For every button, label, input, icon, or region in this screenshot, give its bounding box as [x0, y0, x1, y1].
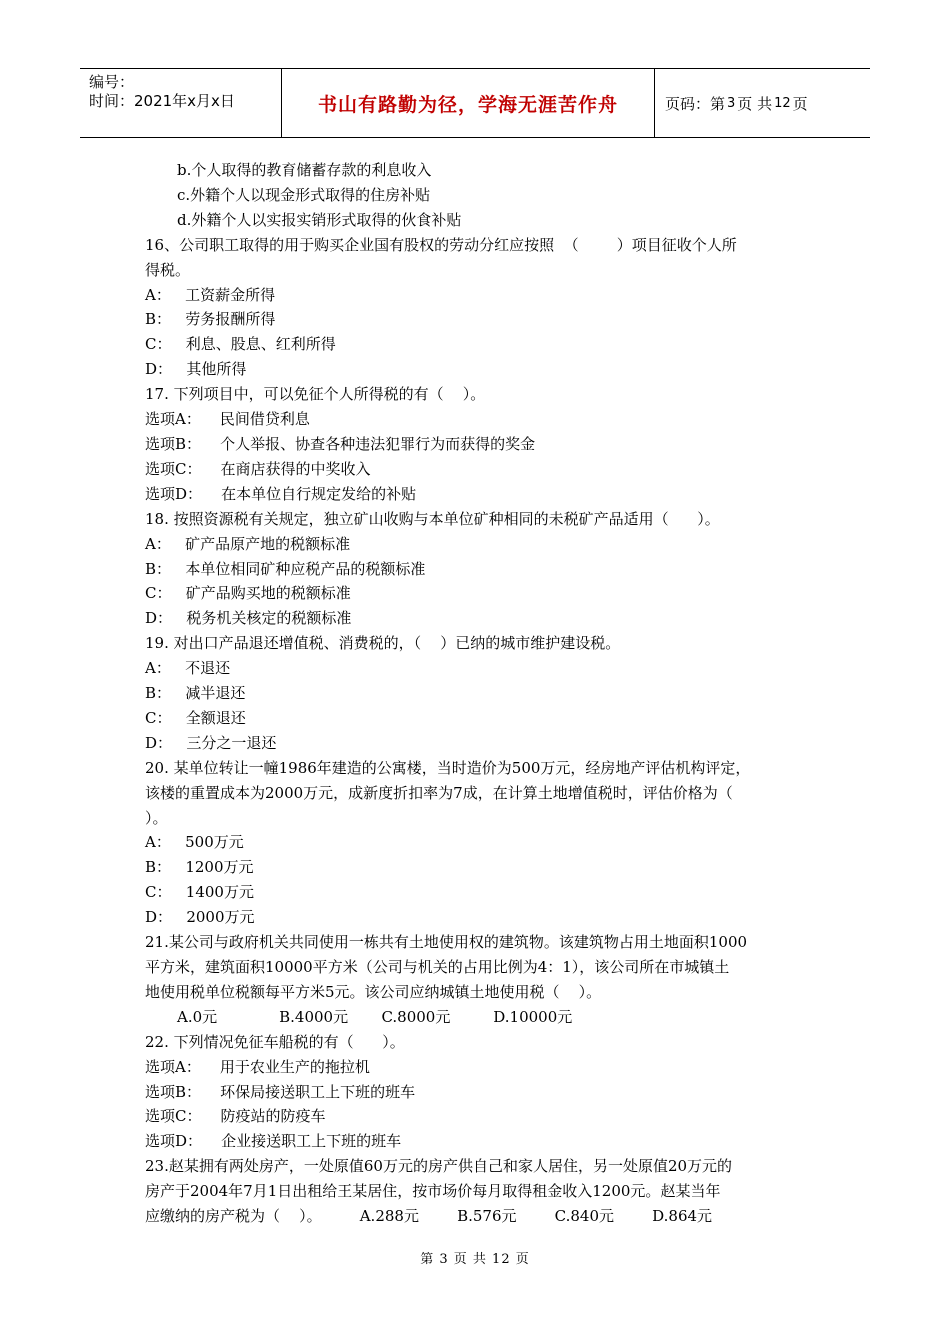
text-line: 该楼的重置成本为2000万元，成新度折扣率为7成，在计算土地增值税时，评估价格为（ [145, 783, 733, 802]
text-line: 选项D： 在本单位自行规定发给的补贴 [145, 484, 417, 503]
text-line: 选项C： 防疫站的防疫车 [145, 1107, 326, 1126]
text-line: 选项C： 在商店获得的中奖收入 [145, 459, 371, 478]
text-line: D： 三分之一退还 [145, 733, 277, 752]
text-line: B： 1200万元 [145, 858, 254, 877]
text-line: 应缴纳的房产税为（ ）。 A.288元 B.576元 C.840元 D.864元 [145, 1207, 713, 1226]
text-line: 17. 下列项目中，可以免征个人所得税的有（ ）。 [145, 385, 486, 404]
text-line: C： 全额退还 [145, 708, 246, 727]
time-label: 时间：2021年x月x日 [89, 92, 235, 110]
text-line: 地使用税单位税额每平方米5元。该公司应纳城镇土地使用税（ ）。 [145, 982, 602, 1001]
text-line: 23.赵某拥有两处房产，一处原值60万元的房产供自己和家人居住，另一处原值20万元的 [145, 1157, 733, 1176]
text-line: 选项B： 个人举报、协查各种违法犯罪行为而获得的奖金 [145, 434, 536, 453]
document-body [145, 158, 825, 1229]
text-line: 得税。 [145, 260, 191, 279]
text-line: A： 矿产品原产地的税额标准 [145, 534, 351, 553]
header-meta [80, 69, 282, 137]
header-motto: 书山有路勤为径，学海无涯苦作舟 [282, 69, 655, 137]
page-prefix: 页码：第 [665, 94, 726, 113]
text-line: c.外籍个人以现金形式取得的住房补贴 [177, 185, 431, 204]
text-line: A： 工资薪金所得 [145, 285, 276, 304]
text-line: 20. 某单位转让一幢1986年建造的公寓楼，当时造价为500万元，经房地产评估机构评定， [145, 758, 751, 777]
page-mid: 页 共 [737, 94, 773, 113]
text-line: D： 2000万元 [145, 908, 255, 927]
text-line: B： 减半退还 [145, 684, 246, 703]
text-line: C： 1400万元 [145, 883, 254, 902]
text-line: C： 利息、股息、红利所得 [145, 335, 336, 354]
text-line: A： 不退还 [145, 659, 231, 678]
text-line: 18. 按照资源税有关规定，独立矿山收购与本单位矿种相同的未税矿产品适用（ ）。 [145, 509, 720, 528]
header-page-info [655, 69, 870, 137]
text-line: 房产于2004年7月1日出租给王某居住，按市场价每月取得租金收入1200元。赵某当年 [145, 1182, 721, 1201]
text-line: B： 本单位相同矿种应税产品的税额标准 [145, 559, 426, 578]
text-line: 19. 对出口产品退还增值税、消费税的，（ ）已纳的城市维护建设税。 [145, 634, 621, 653]
page-total: 12 [774, 95, 791, 111]
text-line: b.个人取得的教育储蓄存款的利息收入 [177, 161, 432, 179]
text-line: 16、公司职工取得的用于购买企业国有股权的劳动分红应按照 （ ）项目征收个人所 [145, 235, 737, 254]
text-line: d.外籍个人以实报实销形式取得的伙食补贴 [177, 210, 462, 229]
text-line: 选项A： 用于农业生产的拖拉机 [145, 1057, 370, 1076]
text-line: D： 税务机关核定的税额标准 [145, 609, 352, 628]
page-current: 3 [727, 95, 736, 111]
text-line: B： 劳务报酬所得 [145, 310, 276, 329]
text-line: ）。 [145, 808, 168, 827]
text-line: 选项A： 民间借贷利息 [145, 410, 310, 429]
text-line: A： 500万元 [145, 833, 244, 852]
text-line: 21.某公司与政府机关共同使用一栋共有土地使用权的建筑物。该建筑物占用土地面积1000 [145, 933, 748, 952]
text-line: 选项D： 企业接送职工上下班的班车 [145, 1132, 402, 1151]
text-line: 选项B： 环保局接送职工上下班的班车 [145, 1082, 416, 1101]
text-line: 22. 下列情况免征车船税的有（ ）。 [145, 1032, 405, 1051]
text-line: D： 其他所得 [145, 360, 247, 379]
page-suffix: 页 [792, 94, 808, 113]
page-header [80, 68, 870, 138]
text-line: A.0元 B.4000元 C.8000元 D.10000元 [177, 1007, 573, 1026]
serial-label: 编号： [89, 73, 135, 91]
text-line: 平方米，建筑面积10000平方米（公司与机关的占用比例为4：1），该公司所在市城镇土 [145, 958, 730, 976]
text-line: C： 矿产品购买地的税额标准 [145, 584, 351, 603]
page-footer: 第 3 页 共 12 页 [420, 1252, 530, 1267]
